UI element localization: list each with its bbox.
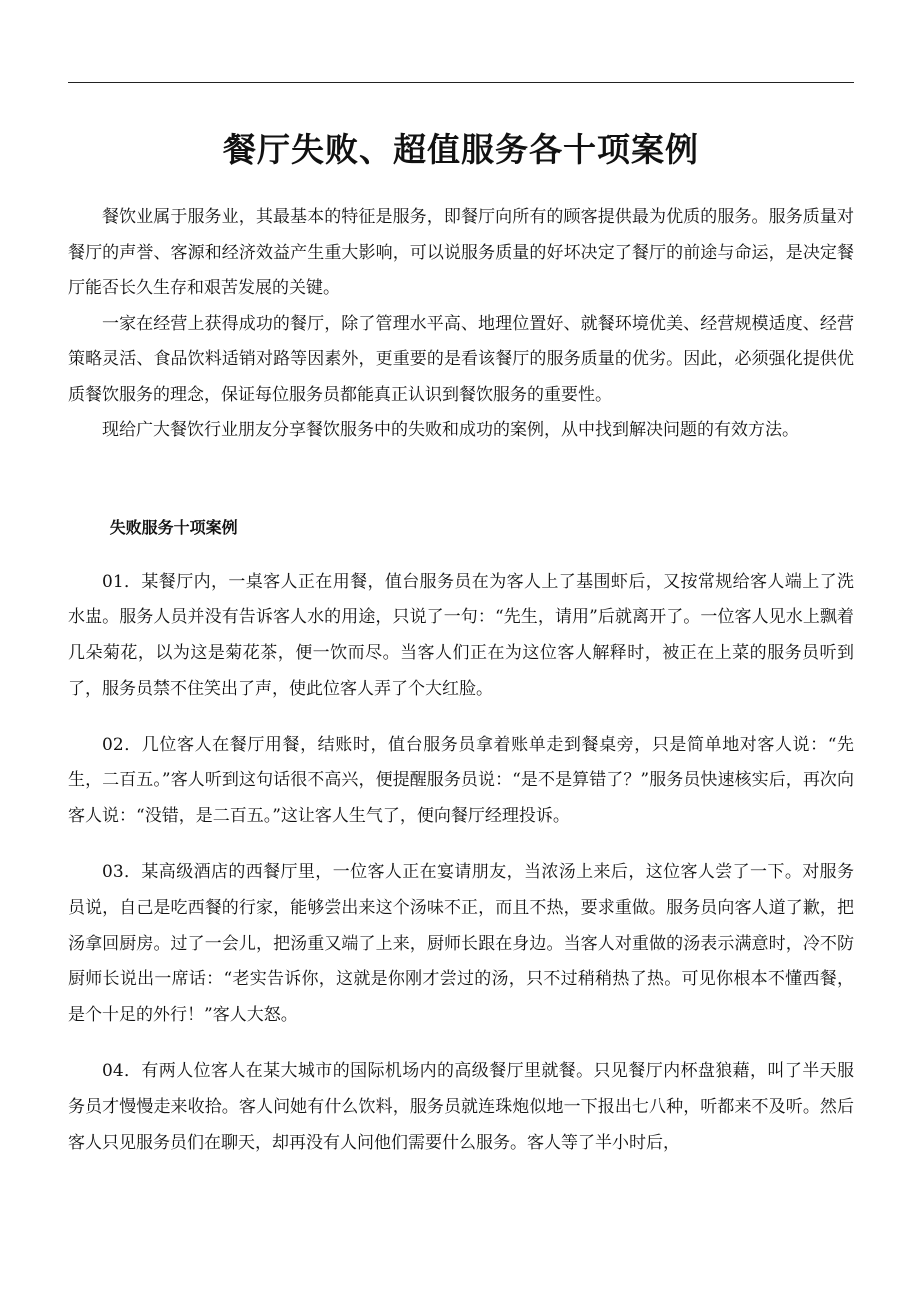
section-heading: 失败服务十项案例	[109, 517, 238, 537]
header-rule	[68, 82, 854, 83]
case-paragraph: 03．某高级酒店的西餐厅里，一位客人正在宴请朋友，当浓汤上来后，这位客人尝了一下。对服务员说，自己是吃西餐的行家，能够尝出来这个汤味不正，而且不热，要求重做。服务员向客人道了歉，把汤拿回厨房。过了一会儿，把汤重又端了上来，厨师长跟在身边。当客人对重做的汤表示满意时，冷不防厨师长说出一席话：“老实告诉你，这就是你刚才尝过的汤，只不过稍稍热了热。可见你根本不懂西餐，是个十足的外行！”客人大怒。	[68, 862, 854, 1026]
case-item	[68, 855, 854, 1034]
case-item	[68, 1054, 854, 1161]
case-paragraph: 04．有两人位客人在某大城市的国际机场内的高级餐厅里就餐。只见餐厅内杯盘狼藉，叫了半天服务员才慢慢走来收拾。客人问她有什么饮料，服务员就连珠炮似地一下报出七八种，听都来不及听。然后客人只见服务员们在聊天，却再没有人问他们需要什么服务。客人等了半小时后，	[68, 1061, 854, 1153]
document-body	[68, 200, 854, 1161]
intro-paragraph: 一家在经营上获得成功的餐厅，除了管理水平高、地理位置好、就餐环境优美、经营规模适度、经营策略灵活、食品饮料适销对路等因素外，更重要的是看该餐厅的服务质量的优劣。因此，必须强化提供优质餐饮服务的理念，保证每位服务员都能真正认识到餐饮服务的重要性。	[68, 313, 854, 405]
page-title: 餐厅失败、超值服务各十项案例	[223, 130, 699, 169]
case-paragraph: 01．某餐厅内，一桌客人正在用餐，值台服务员在为客人上了基围虾后，又按常规给客人端上了洗水盅。服务人员并没有告诉客人水的用途，只说了一句：“先生，请用”后就离开了。一位客人见水上飘着几朵菊花，以为这是菊花茶，便一饮而尽。当客人们正在为这位客人解释时，被正在上菜的服务员听到了，服务员禁不住笑出了声，使此位客人弄了个大红脸。	[68, 571, 854, 699]
case-item	[68, 728, 854, 835]
case-item	[68, 565, 854, 708]
intro-paragraph: 餐饮业属于服务业，其最基本的特征是服务，即餐厅向所有的顾客提供最为优质的服务。服务质量对餐厅的声誉、客源和经济效益产生重大影响，可以说服务质量的好坏决定了餐厅的前途与命运，是决定餐厅能否长久生存和艰苦发展的关键。	[68, 207, 854, 298]
intro-section	[68, 200, 854, 449]
case-paragraph: 02．几位客人在餐厅用餐，结账时，值台服务员拿着账单走到餐桌旁，只是简单地对客人说：“先生，二百五。”客人听到这句话很不高兴，便提醒服务员说：“是不是算错了？”服务员快速核实后，再次向客人说：“没错，是二百五。”这让客人生气了，便向餐厅经理投诉。	[68, 734, 854, 827]
intro-paragraph: 现给广大餐饮行业朋友分享餐饮服务中的失败和成功的案例，从中找到解决问题的有效方法。	[102, 420, 799, 440]
